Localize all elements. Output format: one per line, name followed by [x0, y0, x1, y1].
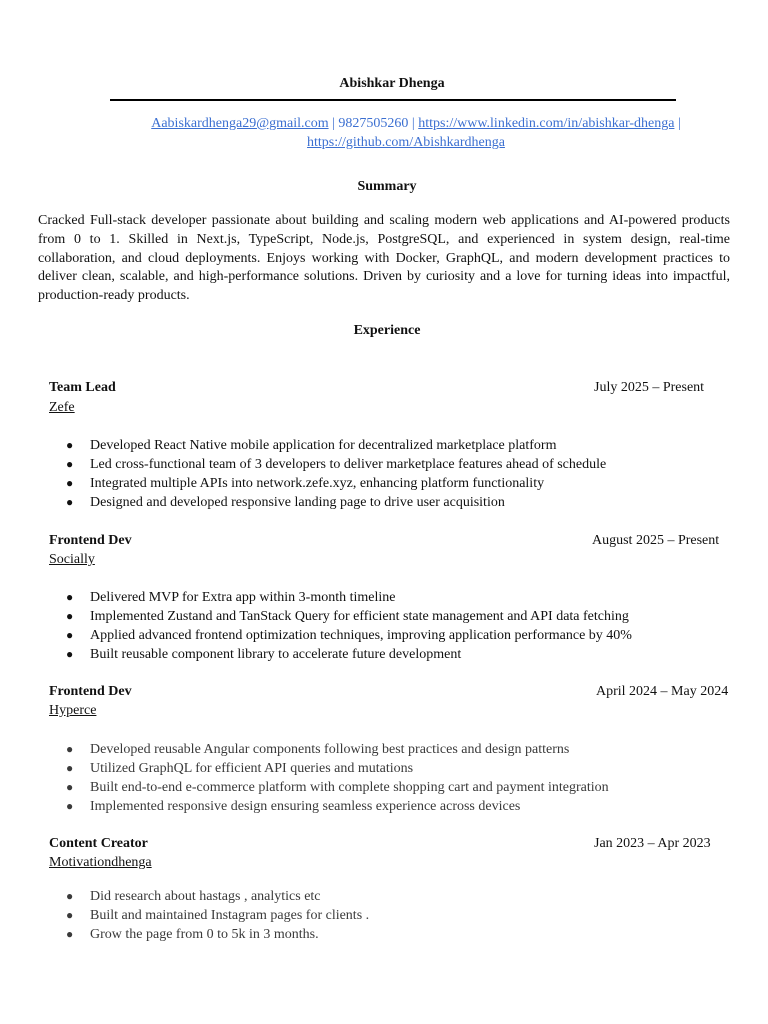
bullet-icon: ●	[66, 889, 74, 903]
contact-separator: |	[674, 116, 681, 131]
bullet-icon: ●	[66, 908, 74, 922]
bullet-icon: ●	[66, 628, 74, 642]
job-title: Frontend Dev	[49, 684, 132, 699]
bullet-icon: ●	[66, 457, 74, 471]
bullet-icon: ●	[66, 799, 74, 813]
bullet-icon: ●	[66, 590, 74, 604]
bullet-icon: ●	[66, 927, 74, 941]
phone-number: 9827505260	[338, 116, 409, 131]
job-dates: April 2024 – May 2024	[596, 684, 729, 699]
job-title: Content Creator	[49, 836, 148, 851]
job-title: Team Lead	[49, 380, 116, 395]
job-company: Motivationdhenga	[49, 855, 152, 870]
bullet-icon: ●	[66, 780, 74, 794]
job-company: Zefe	[49, 400, 75, 415]
contact-separator: |	[328, 116, 339, 131]
job-title: Frontend Dev	[49, 533, 132, 548]
bullet-icon: ●	[66, 647, 74, 661]
email-link[interactable]: Aabiskardhenga29@gmail.com	[151, 116, 329, 131]
job-company: Socially	[49, 552, 95, 567]
bullet-icon: ●	[66, 495, 74, 509]
resume-name: Abishkar Dhenga	[339, 76, 445, 91]
header-divider	[110, 99, 676, 101]
contact-line-1	[0, 116, 768, 132]
github-link[interactable]: https://github.com/Abishkardhenga	[307, 135, 505, 150]
contact-separator: |	[408, 116, 419, 131]
bullet-icon: ●	[66, 609, 74, 623]
experience-heading: Experience	[353, 323, 421, 338]
summary-heading: Summary	[357, 179, 417, 194]
job-company: Hyperce	[49, 703, 97, 718]
linkedin-link[interactable]: https://www.linkedin.com/in/abishkar-dhenga	[418, 116, 675, 131]
job-dates: July 2025 – Present	[594, 380, 705, 395]
contact-line-2	[0, 135, 768, 151]
bullet-icon: ●	[66, 438, 74, 452]
bullet-icon: ●	[66, 761, 74, 775]
job-dates: Jan 2023 – Apr 2023	[594, 836, 711, 851]
job-dates: August 2025 – Present	[592, 533, 720, 548]
bullet-icon: ●	[66, 476, 74, 490]
bullet-icon: ●	[66, 742, 74, 756]
summary-text: Cracked Full-stack developer passionate about building and scaling modern web applications and AI-powered products from 0 to 1. Skilled in Next.js, TypeScript, Node.js, PostgreSQL, and experienced in system design, real-time collaboration, and cloud deployments. Enjoys working with Docker, GraphQL, and modern development practices to deliver clean, scalable, and high-performance solutions. Driven by curiosity and a love for turning ideas into impactful, production-ready products.	[38, 213, 730, 304]
